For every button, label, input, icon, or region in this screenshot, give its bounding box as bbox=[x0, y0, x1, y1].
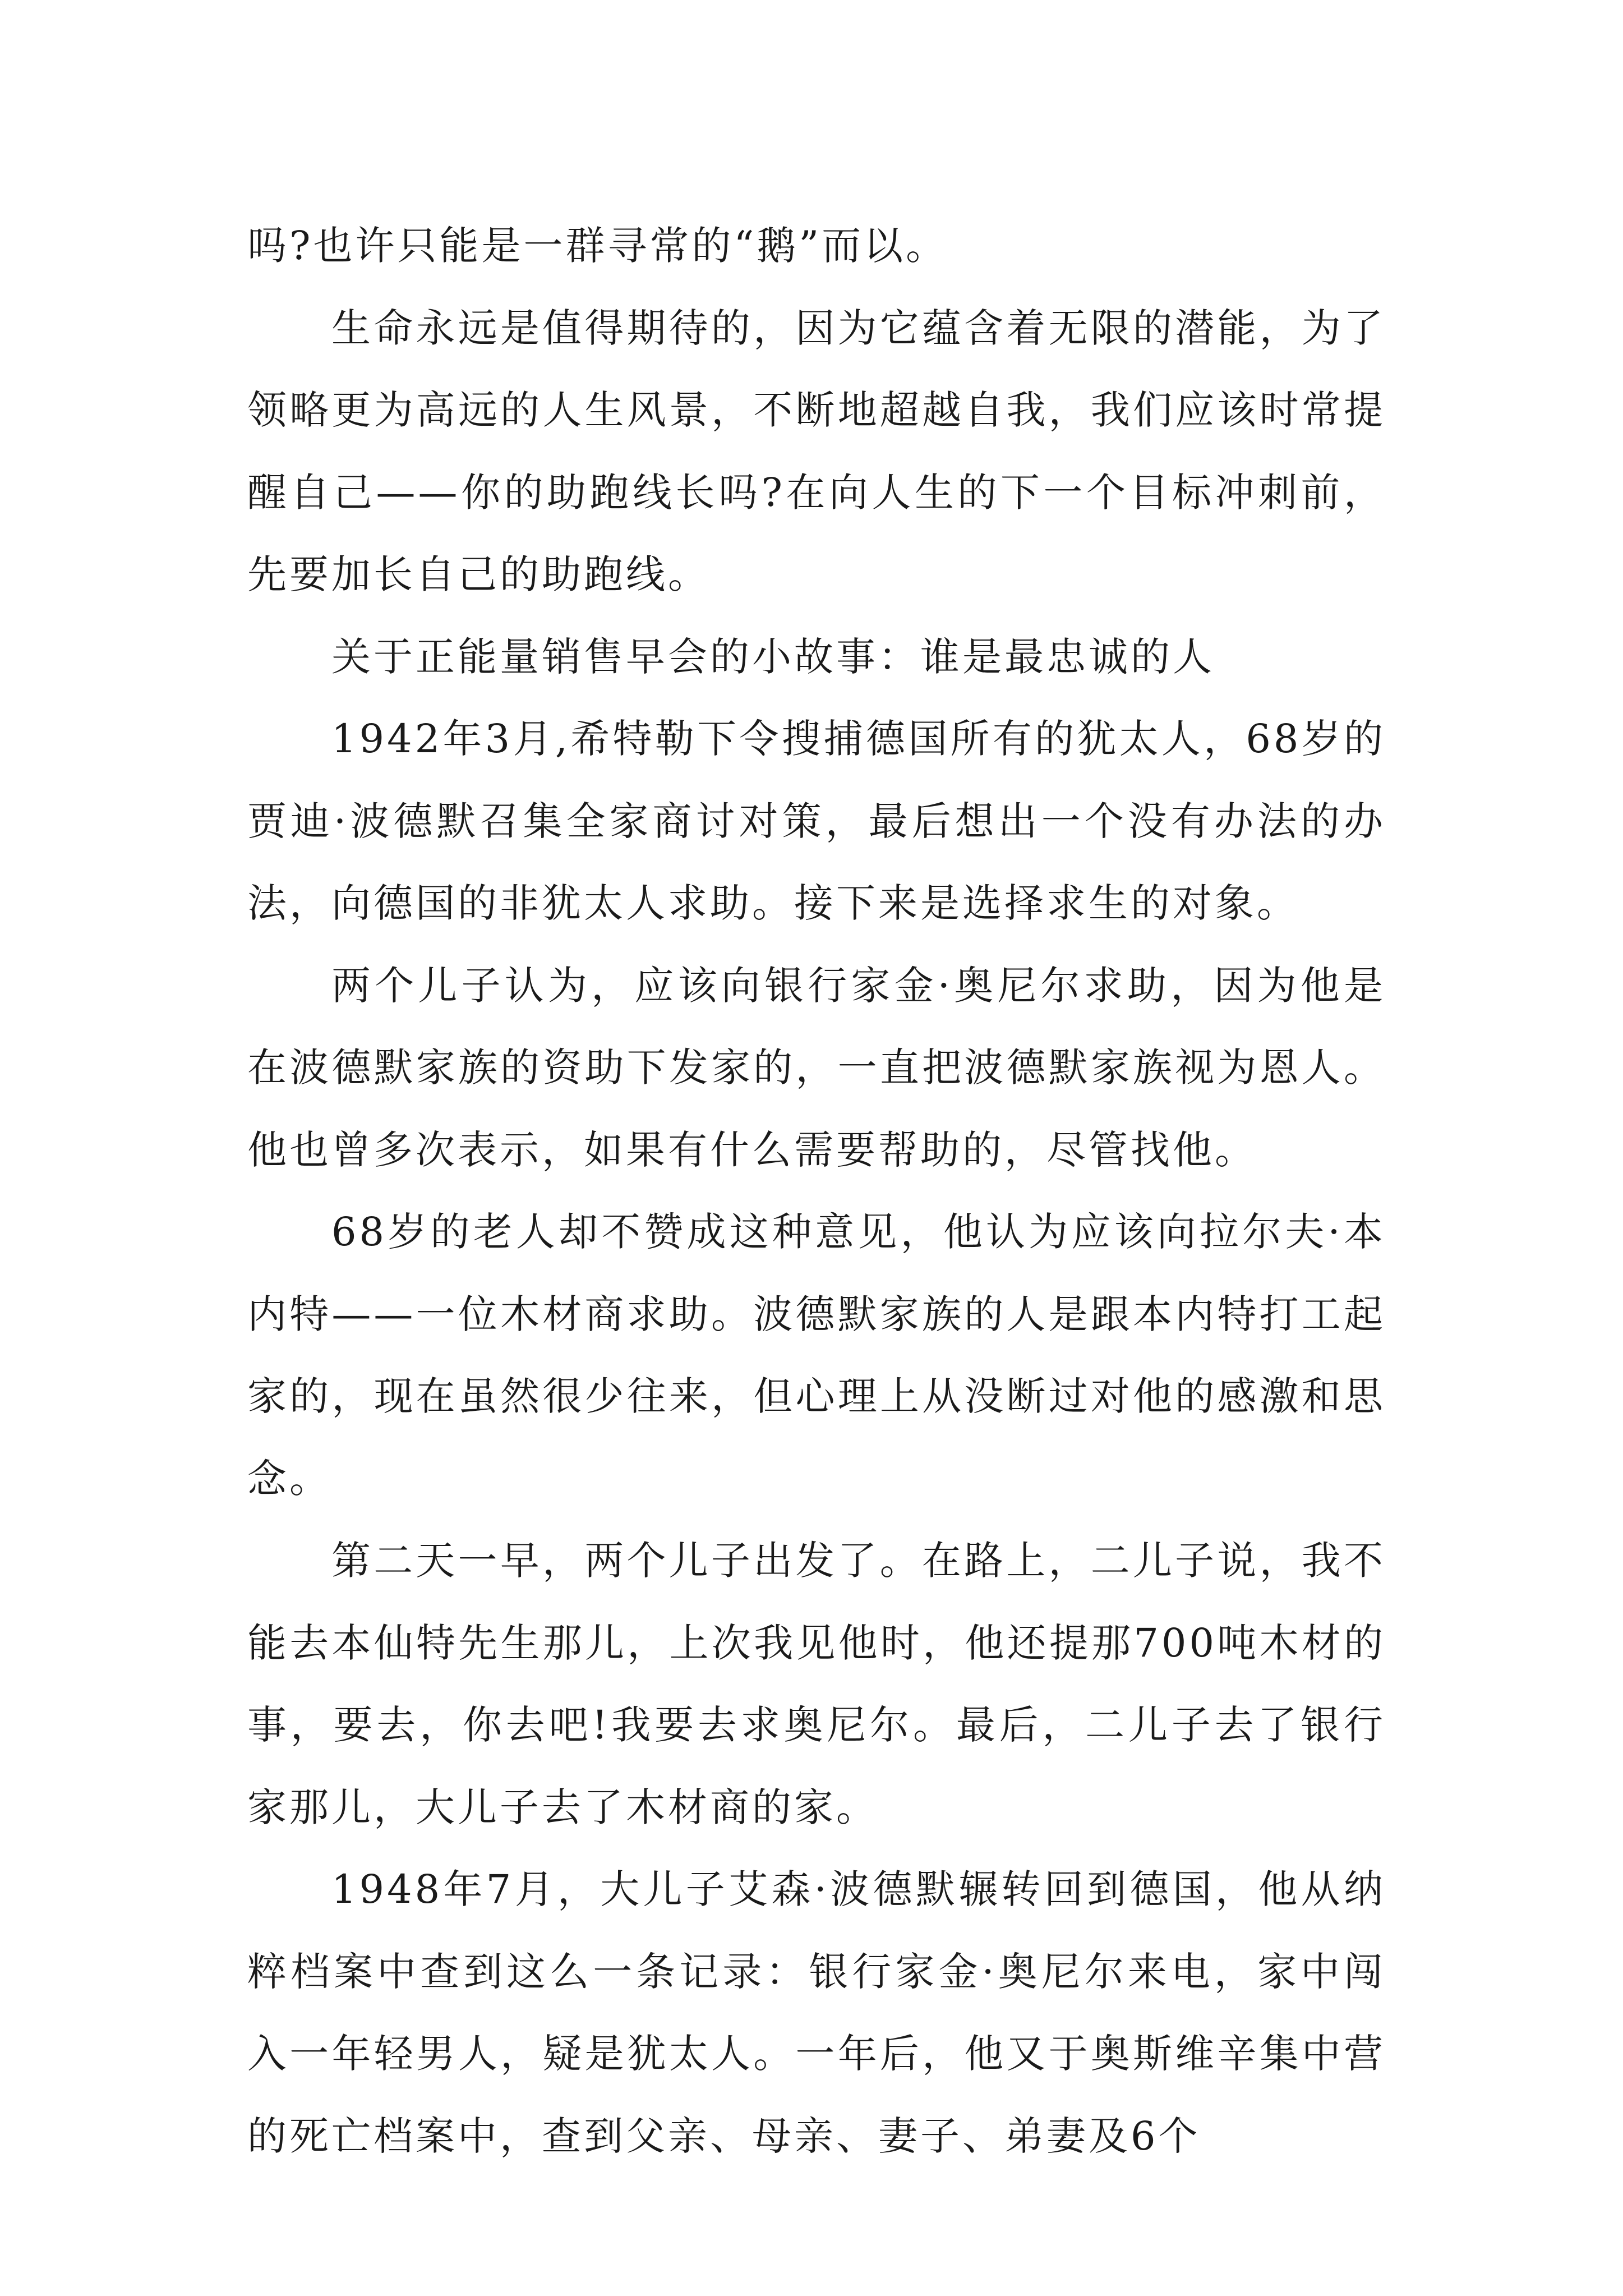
paragraph-1: 吗?也许只能是一群寻常的“鹅”而以。 bbox=[247, 223, 948, 269]
paragraph-3: 1942年3月,希特勒下令搜捕德国所有的犹太人，68岁的贾迪·波德默召集全家商讨对策，最后想出一个没有办法的办法，向德国的非犹太人求助。接下来是选择求生的对象。 bbox=[247, 716, 1386, 926]
document-body bbox=[247, 205, 1386, 2177]
paragraph-6: 第二天一早，两个儿子出发了。在路上，二儿子说，我不能去本仙特先生那儿，上次我见他时，他还提那700吨木材的事，要去，你去吧!我要去求奥尼尔。最后，二儿子去了银行家那儿，大儿子去了木材商的家。 bbox=[247, 1538, 1386, 1830]
paragraph-2: 生命永远是值得期待的，因为它蕴含着无限的潜能，为了领略更为高远的人生风景，不断地超越自我，我们应该时常提醒自己——你的助跑线长吗?在向人生的下一个目标冲刺前，先要加长自己的助跑线。 bbox=[247, 305, 1386, 597]
paragraph-5: 68岁的老人却不赞成这种意见，他认为应该向拉尔夫·本内特——一位木材商求助。波德默家族的人是跟本内特打工起家的，现在虽然很少往来，但心理上从没断过对他的感激和思念。 bbox=[247, 1209, 1386, 1502]
paragraph-7: 1948年7月，大儿子艾森·波德默辗转回到德国，他从纳粹档案中查到这么一条记录：银行家金·奥尼尔来电，家中闯入一年轻男人，疑是犹太人。一年后，他又于奥斯维辛集中营的死亡档案中，查到父亲、母亲、妻子、弟妻及6个 bbox=[247, 1866, 1386, 2159]
section-heading: 关于正能量销售早会的小故事：谁是最忠诚的人 bbox=[331, 633, 1215, 680]
paragraph-4: 两个儿子认为，应该向银行家金·奥尼尔求助，因为他是在波德默家族的资助下发家的，一直把波德默家族视为恩人。他也曾多次表示，如果有什么需要帮助的，尽管找他。 bbox=[247, 962, 1386, 1173]
